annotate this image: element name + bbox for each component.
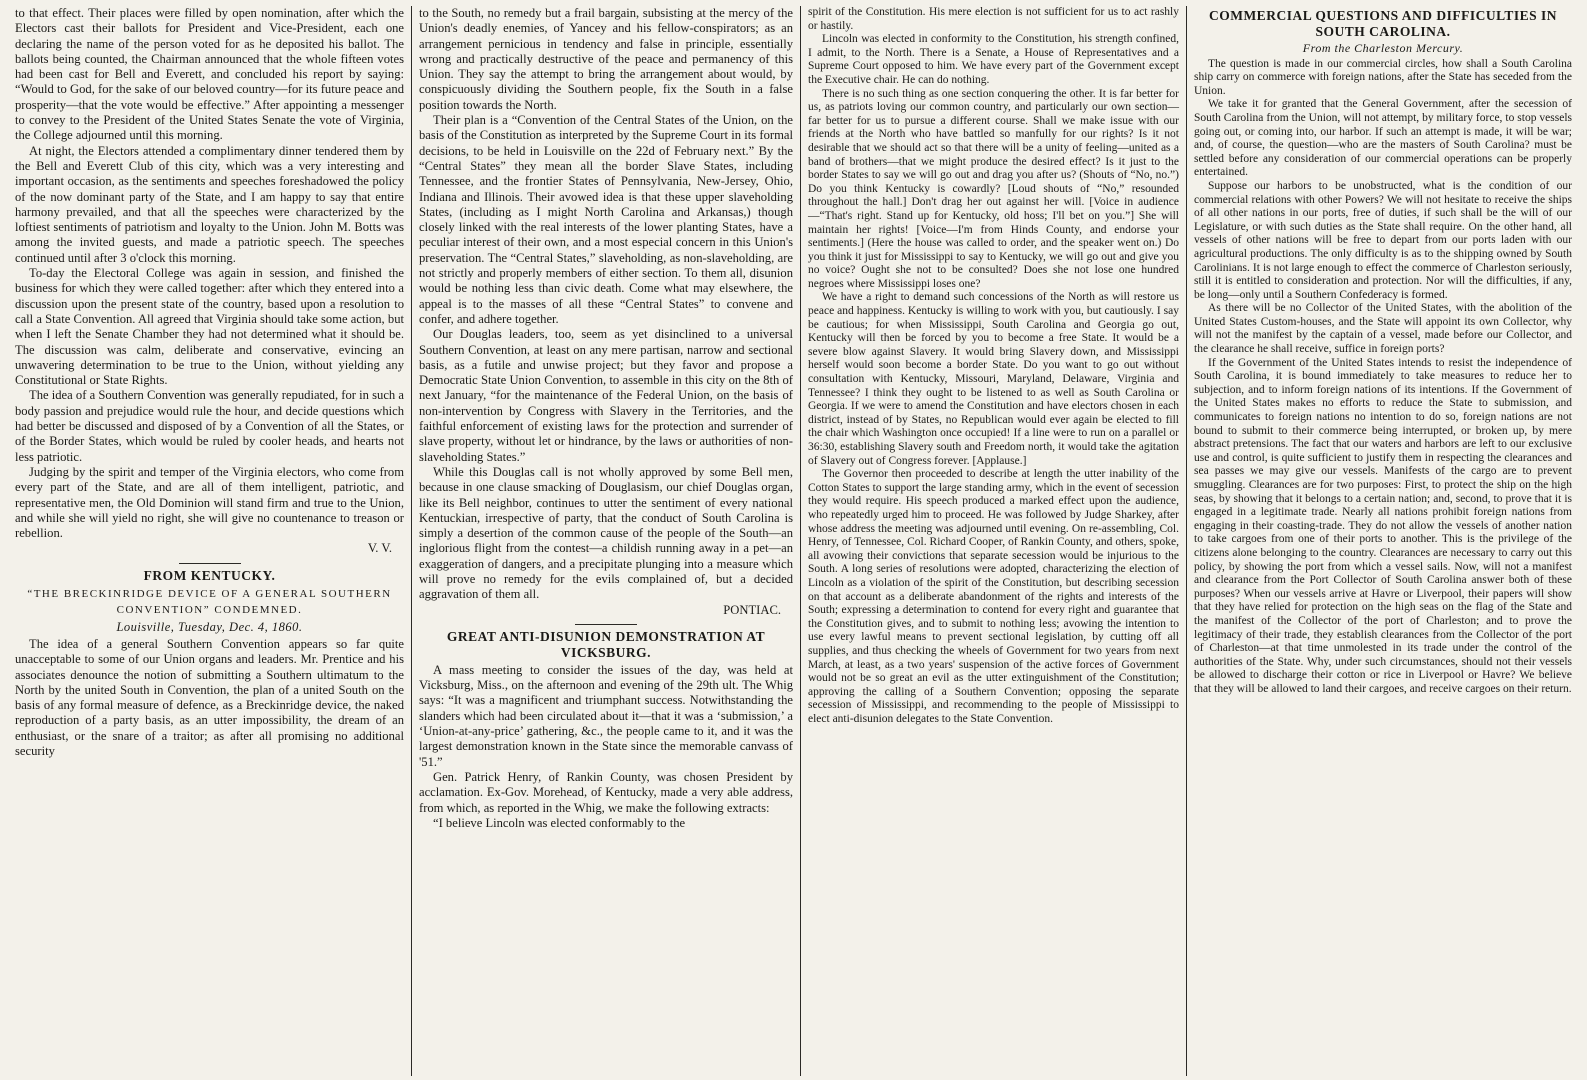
- column-3: [801, 6, 1187, 1076]
- article-paragraph: Our Douglas leaders, too, seem as yet disinclined to a universal Southern Convention, at least on any mere partisan, narrow and sectional basis, as a futile and unwise project; but they favor and propose a Democratic State Union Convention, to assemble in this city on the 8th of next January, “for the maintenance of the Federal Union, on the basis of non-intervention by Congress with Slavery in the Territories, and the faithful enforcement of existing laws for the protection and surrender of slave property, without let or hindrance, by the laws or authorities of non-slaveholding States.”: [419, 327, 793, 464]
- article-paragraph: As there will be no Collector of the United States, with the abolition of the United States Custom-houses, and the State will appoint its own Collector, why will not the manifest by the captain of a vessel, made before our Collector, and the clearance he shall receive, suffice in foreign ports?: [1194, 302, 1572, 356]
- article-headline: GREAT ANTI-DISUNION DEMONSTRATION AT VICKSBURG.: [446, 628, 766, 660]
- article-paragraph: to the South, no remedy but a frail bargain, subsisting at the mercy of the Union's deadly enemies, of Yancey and his fellow-conspirators; as an arrangement pernicious in tendency and false in principle, essentially wrong and practically destructive of the peace and permanency of this Union. They say the attempt to bring the arrangement about would, by conspicuously dividing the Southern people, fix the South in a false position towards the North.: [419, 6, 793, 112]
- section-divider: [575, 624, 637, 625]
- article-paragraph: Gen. Patrick Henry, of Rankin County, was chosen President by acclamation. Ex-Gov. Morehead, of Kentucky, made a very able address, from which, as reported in the Whig, we make the following extracts:: [419, 769, 793, 815]
- article-paragraph: to that effect. Their places were filled by open nomination, after which the Electors cast their ballots for President and Vice-President, each one declaring the name of the person voted for as he deposited his ballot. The ballots being counted, the Chairman announced that the whole fifteen votes had been cast for Bell and Everett, and concluded his report by saying: “Would to God, for the sake of our beloved country—for its future peace and prosperity—that the vote would be effective.” After appointing a messenger to convey to the President of the United States Senate the vote of Virginia, the College adjourned until this morning.: [15, 6, 404, 143]
- article-paragraph: We have a right to demand such concessions of the North as will restore us peace and happiness. Kentucky is willing to work with you, but cautiously. I say be cautious; for when Mississippi, South Carolina and Georgia go out, Kentucky will then be forced by you to become a free State. It would be a severe blow against Slavery. It would bring Slavery down, and Mississippi herself would soon become a border State. Do you want to go out without consultation with Kentucky, Missouri, Maryland, Delaware, Virginia and Tennessee? I think they ought to be listened to as well as South Carolina or Georgia. If we were to amend the Constitution and have electors chosen in each district, instead of by States, no Republican would ever again be elected to fill the chair which Washington once occupied! If a line were to run on a parallel or 36:30, establishing Slavery south and Freedom north, it would take the agitation of Slavery out of Congress forever. [Applause.]: [808, 291, 1179, 467]
- column-2: [412, 6, 801, 1076]
- article-paragraph: We take it for granted that the General Government, after the secession of South Carolina from the Union, will not attempt, by military force, to stop vessels going out, or coming into, our harbor. If such an attempt is made, it will be war; and, of course, the question—who are the masters of South Carolina? must be settled before any consideration of our commercial operations can be properly entertained.: [1194, 98, 1572, 179]
- article-paragraph: The Governor then proceeded to describe at length the utter inability of the Cotton States to support the large standing army, which in the event of secession they would require. His speech produced a marked effect upon the audience, who repeatedly urged him to proceed. He was followed by Judge Sharkey, after whose address the meeting was adjourned until evening. On re-assembling, Col. Henry, of Tennessee, Col. Richard Cooper, of Rankin County, and others, spoke, all avowing their convictions that separate secession would be injurious to the South. A long series of resolutions were adopted, characterizing the election of Lincoln as a violation of the spirit of the Constitution, but describing secession on that account as a deliberate abandonment of the rights and interests of the South; expressing a determination to contend for every right and guarantee that the Constitution gives, and to submit to nothing less; avowing the intention to use every lawful means to prevent sectional legislation, by cutting off all supplies, and thus checking the wheels of Government for two years from next March, at least, as a two years' suspension of the active forces of Government would not be so great an evil as the utter extinguishment of the Constitution; approving the calling of a Southern Convention; opposing the separate secession of Mississippi, and recommending to the people of Mississippi to elect anti-disunion delegates to the State Convention.: [808, 468, 1179, 725]
- article-paragraph: If the Government of the United States intends to resist the independence of South Carolina, it is bound immediately to take measures to reduce her to subjection, and to inform foreign nations of its intentions. If the Government of the United States makes no efforts to reduce the State to submission, and communicates to foreign nations no intention to do so, foreign nations are not bound to submit to their commerce being interrupted, or broken up, by mere abstract pretensions. The fact that our waters and harbors are left to our exclusive use and control, is quite sufficient to justify them in respecting the clearances and sea passes we may give our vessels. Manifests of the cargo are to prevent smuggling. Clearances are for two purposes: First, to protect the ship on the high seas, by showing that it belongs to a certain nation; and, second, to prove that it is engaged in a legitimate trade. Nearly all nations prohibit foreign nations from engaging in their coasting-trade. They do not allow the vessels of another nation to take cargoes from one of their ports to another. This is the privilege of the citizens alone belonging to the country. Clearances are necessary to carry out this policy, by showing the port from which a vessel sails. Now, will not a manifest and clearance from the Port Collector of South Carolina answer both of these purposes? When our vessels arrive at Havre or Liverpool, their papers will show that they have relied for protection on the high seas on the flag of the State and the manifest of the Collector of the port of Charleston; and to prove the legitimacy of their trade, they establish clearances from the Collector of the port of Charleston—at that time unmolested in its trade under the control of the authorities of the State. Why, under such circumstances, should not their vessels be allowed to discharge their cotton or rice in Liverpool or Havre? We believe that they will be allowed to land their cargoes, and receive cargoes on their return.: [1194, 356, 1572, 695]
- article-paragraph: Lincoln was elected in conformity to the Constitution, his strength confined, I admit, to the North. There is a Senate, a House of Representatives and a Supreme Court opposed to him. We have every part of the Government except the Executive chair. He can do nothing.: [808, 33, 1179, 86]
- column-4: [1187, 6, 1579, 1076]
- article-paragraph: Their plan is a “Convention of the Central States of the Union, on the basis of the Constitution as interpreted by the Supreme Court in its formal decisions, to be held in Louisville on the 22d of February next.” By the “Central States” they mean all the border Slave States, including Tennessee, and the frontier States of Pennsylvania, New-Jersey, Ohio, Indiana and Illinois. Their avowed idea is that these upper slaveholding States, (including as I might North Carolina and Arkansas,) though closely linked with the real interests of the lower planting States, have a peculiar interest of their own, and a most especial concern in this Union's preservation. The “Central States,” slaveholding, as non-slaveholding, are not strictly and properly members of either section. To them all, disunion would be nothing less than civic death. Come what may elsewhere, the appeal is to the masses of all these “Central States” to convene and confer, and adhere together.: [419, 113, 793, 326]
- article-signature: PONTIAC.: [723, 602, 781, 617]
- article-paragraph: To-day the Electoral College was again in session, and finished the business for which they were called together: after which they entered into a discussion upon the present state of the country, based upon a resolution to call a State Convention. All agreed that Virginia should take some action, but when I left the Senate Chamber they had not determined what it should be. The discussion was calm, deliberate and conservative, evincing an unwavering determination to be true to the Union, without yielding any Constitutional or State Rights.: [15, 266, 404, 388]
- article-paragraph: “I believe Lincoln was elected conformably to the: [433, 815, 686, 830]
- article-paragraph: The question is made in our commercial circles, how shall a South Carolina ship carry on commerce with foreign nations, after the State has seceded from the Union.: [1194, 57, 1572, 97]
- article-paragraph: At night, the Electors attended a complimentary dinner tendered them by the Bell and Everett Club of this city, which was a very interesting and important occasion, as the sentiments and speeches foreshadowed the policy of the now dominant party of the State, and I am happy to say that entire harmony prevailed, and that all the speeches were characterized by the loftiest sentiments of patriotism and loyalty to the Union. John M. Botts was among the invited guests, and made a patriotic speech. The speeches continued until after 3 o'clock this morning.: [15, 143, 404, 265]
- article-paragraph: The idea of a Southern Convention was generally repudiated, for in such a body passion and prejudice would rule the hour, and decide questions which had better be discussed and disposed of by a Convention of all the States, or of the Border States, which would be ruled by cooler heads, and hearts not less patriotic.: [15, 388, 404, 464]
- article-paragraph: While this Douglas call is not wholly approved by some Bell men, because in one clause smacking of Douglasism, our chief Douglas organ, like its Bell neighbor, continues to utter the sentiment of every national Kentuckian, irrespective of party, that the conduct of South Carolina is simply a desertion of the common cause of the people of the South—an inglorious flight from the contest—a childish running away in a pet—an exaggeration of dangers, and a precipitate plunging into a measure which will prove no remedy for the evils complained of, but a decided aggravation of them all.: [419, 464, 793, 602]
- article-subheadline: “THE BRECKINRIDGE DEVICE OF A GENERAL SOUTHERN CONVENTION” CONDEMNED.: [27, 587, 392, 616]
- section-divider: [179, 563, 241, 564]
- article-paragraph: The idea of a general Southern Convention appears so far quite unacceptable to some of our Union organs and leaders. Mr. Prentice and his associates denounce the notion of submitting a Southern ultimatum to the North by the united South in Convention, the plan of a united South on the basis of any formal measure of defence, as a Breckinridge device, the naked reproduction of a party basis, as an utter impossibility, the dream of an enthusiast, or the snare of a traitor; as after all promising no additional security: [15, 636, 404, 759]
- article-paragraph: Judging by the spirit and temper of the Virginia electors, who come from every part of the State, and are all of them intelligent, patriotic, and representative men, the Old Dominion will stand firm and true to the Union, and while she will yield no right, she will give no countenance to treason or rebellion.: [15, 464, 404, 541]
- article-paragraph: There is no such thing as one section conquering the other. It is far better for us, as patriots loving our common country, and particularly our own section—far better for us to pursue a different course. Shall we make issue with our friends at the North who have battled so manfully for our rights? Is it not desirable that we should act so that there will be a unity of feeling—united as a band of brothers—that we might produce the desired effect? Is it just to the border States to say we will go out and drag you after us? (Shouts of “No, no.”) Do you think Kentucky is cowardly? [Loud shouts of “No,” resounded throughout the hall.] Don't drag her out against her will. [Voice in audience—“That's right. Stand up for Kentucky, old hoss; I'll bet on you.”] She will maintain her rights! [Voice—I'm from Hinds County, and endorse your sentiments.] (Here the house was called to order, and the speaker went on.) Do you think it just for Mississippi to say to Kentucky, we will go out and give you no voice? Ought she not to be consulted? Does she not lose one hundred negroes where Mississippi loses one?: [808, 87, 1179, 290]
- article-paragraph: spirit of the Constitution. His mere election is not sufficient for us to act rashly or hastily.: [808, 6, 1179, 32]
- article-paragraph: Suppose our harbors to be unobstructed, what is the condition of our commercial relations with other Powers? We will not hesitate to receive the ships of all other nations in our ports, free of duties, if such shall be the will of our Legislature, or with such duties as the State shall require. On the other hand, all vessels of other nations will be free to depart from our ports laden with our agricultural productions. The only difficulty is as to the shipping owned by South Carolinians. It is not large enough to effect the commerce of Charleston seriously, still it is entitled to consideration and protection. Nor will the difficulties, if any, be long—only until a Southern Confederacy is formed.: [1194, 179, 1572, 301]
- article-paragraph: A mass meeting to consider the issues of the day, was held at Vicksburg, Miss., on the afternoon and evening of the 29th ult. The Whig says: “It was a magnificent and triumphant success. Notwithstanding the slanders which had been circulated about it—that it was a ‘submission,’ a ‘Union-at-any-price’ gathering, &c., the people came to it, and it was the largest demonstration known in the State since the memorable canvass of '51.”: [419, 662, 793, 769]
- column-1: [8, 6, 412, 1076]
- article-headline: COMMERCIAL QUESTIONS AND DIFFICULTIES IN SOUTH CAROLINA.: [1208, 8, 1558, 39]
- article-signature: V. V.: [367, 541, 392, 556]
- article-source-line: From the Charleston Mercury.: [1302, 41, 1464, 55]
- article-dateline: Louisville, Tuesday, Dec. 4, 1860.: [116, 619, 303, 634]
- article-headline: FROM KENTUCKY.: [143, 567, 276, 583]
